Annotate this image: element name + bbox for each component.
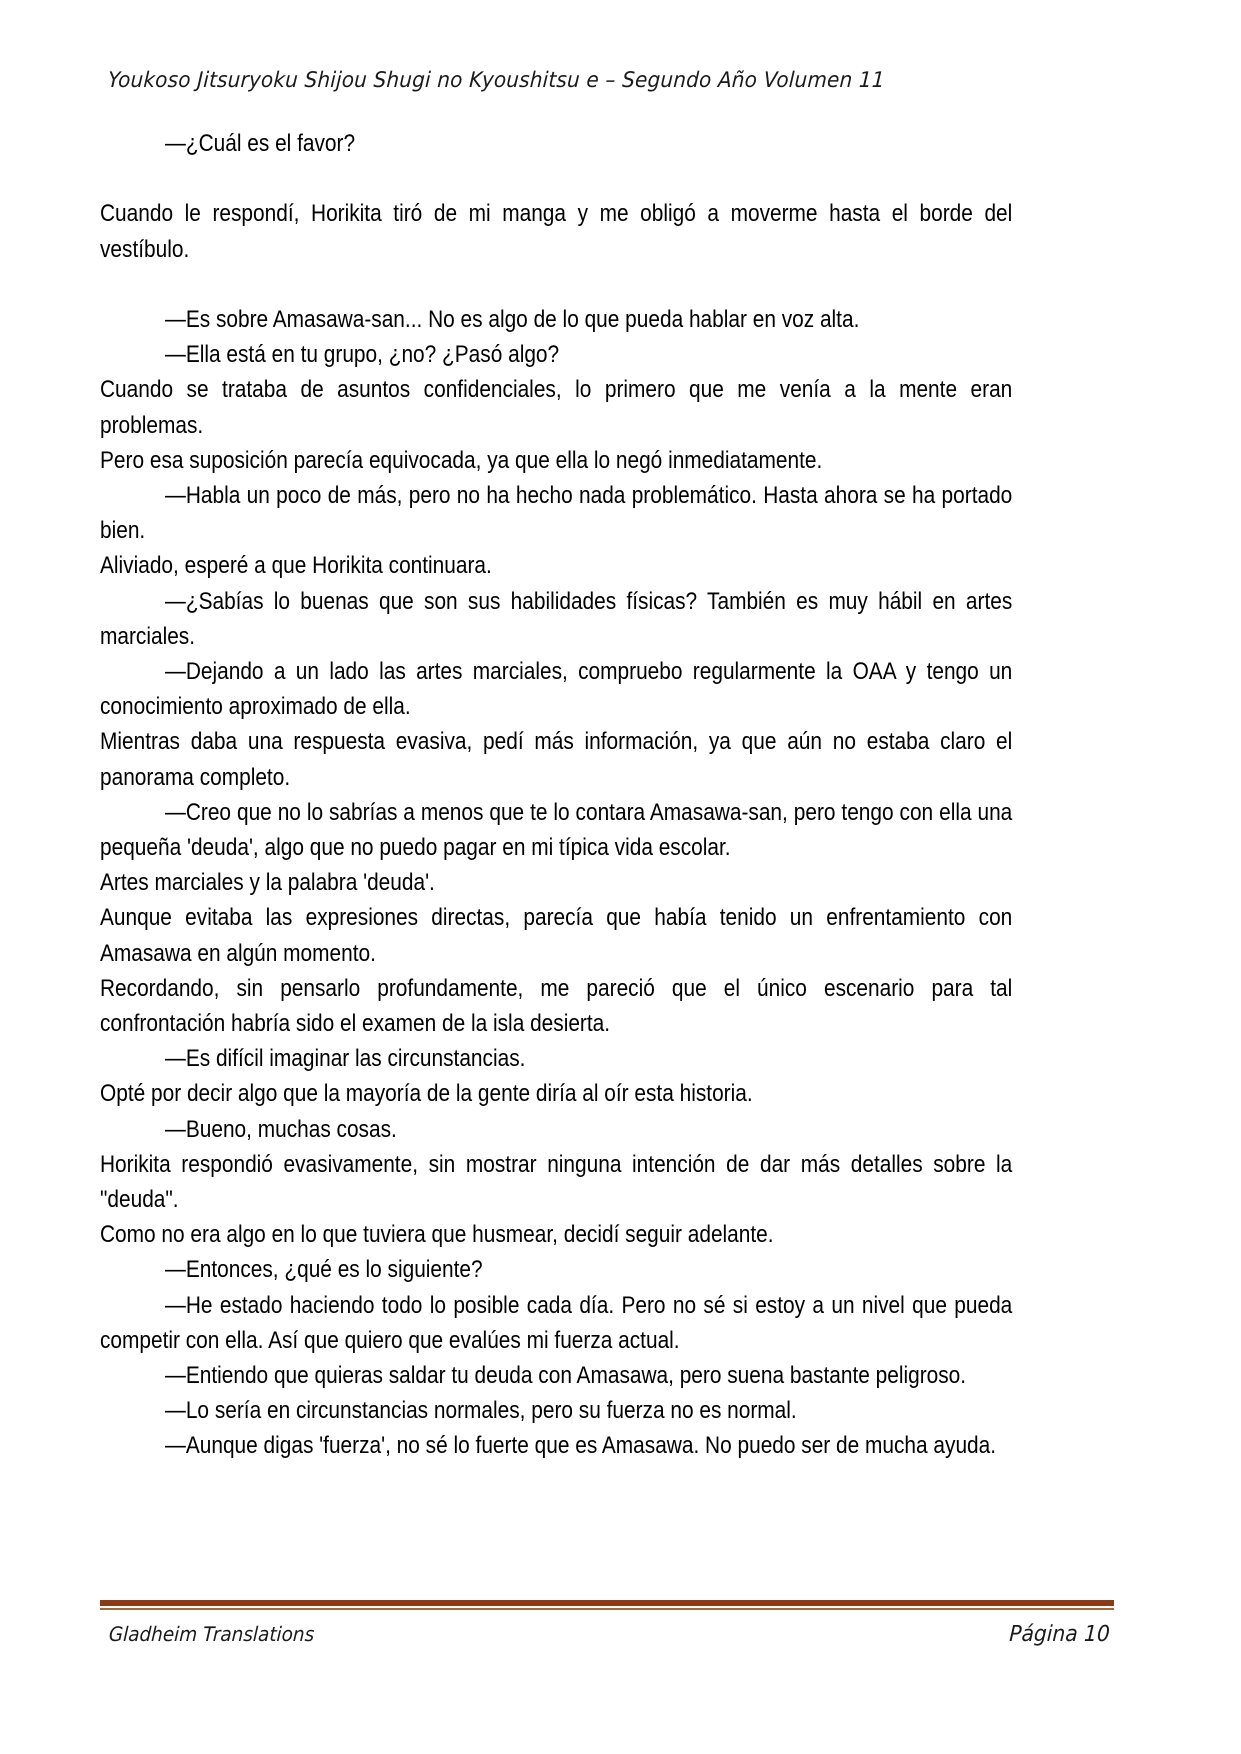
paragraph: —Habla un poco de más, pero no ha hecho nada problemático. Hasta ahora se ha portado bien.	[100, 482, 1013, 545]
paragraph: —Bueno, muchas cosas.	[164, 1115, 397, 1143]
footer-page-number: Página 10	[1008, 1622, 1111, 1647]
footer-translator-credit: Gladheim Translations	[108, 1622, 315, 1646]
paragraph: Cuando le respondí, Horikita tiró de mi manga y me obligó a moverme hasta el borde del vestíbulo.	[100, 200, 1013, 263]
document-body	[100, 126, 1012, 1464]
paragraph: —Creo que no lo sabrías a menos que te lo contara Amasawa-san, pero tengo con ella una pequeña 'deuda', algo que no puedo pagar en mi típica vida escolar.	[100, 798, 1013, 862]
paragraph: —Lo sería en circunstancias normales, pero su fuerza no es normal.	[164, 1397, 797, 1425]
paragraph: Como no era algo en lo que tuviera que husmear, decidí seguir adelante.	[100, 1221, 774, 1249]
paragraph: —He estado haciendo todo lo posible cada día. Pero no sé si estoy a un nivel que pueda competir con ella. Así que quiero que evalúes mi fuerza actual.	[100, 1291, 1013, 1354]
paragraph: —¿Sabías lo buenas que son sus habilidades físicas? También es muy hábil en artes marciales.	[100, 587, 1013, 650]
footer-divider	[100, 1600, 1114, 1610]
footer-divider-thick-line	[100, 1600, 1114, 1606]
footer-divider-thin-line	[100, 1608, 1114, 1610]
document-footer	[100, 1622, 1114, 1647]
paragraph: Horikita respondió evasivamente, sin mostrar ninguna intención de dar más detalles sobre la "deuda".	[100, 1150, 1013, 1214]
paragraph: —Es difícil imaginar las circunstancias.	[164, 1045, 526, 1073]
paragraph: Pero esa suposición parecía equivocada, ya que ella lo negó inmediatamente.	[100, 446, 823, 474]
paragraph: —Ella está en tu grupo, ¿no? ¿Pasó algo?	[164, 341, 560, 369]
paragraph: Recordando, sin pensarlo profundamente, me pareció que el único escenario para tal confrontación habría sido el examen de la isla desierta.	[100, 974, 1013, 1038]
paragraph: Opté por decir algo que la mayoría de la gente diría al oír esta historia.	[100, 1080, 753, 1108]
paragraph: Cuando se trataba de asuntos confidenciales, lo primero que me venía a la mente eran problemas.	[100, 376, 1013, 439]
paragraph: Aunque evitaba las expresiones directas, parecía que había tenido un enfrentamiento con Amasawa en algún momento.	[100, 904, 1013, 967]
paragraph: —Entonces, ¿qué es lo siguiente?	[164, 1256, 483, 1284]
paragraph: Aliviado, esperé a que Horikita continuara.	[100, 552, 492, 580]
paragraph: —Dejando a un lado las artes marciales, compruebo regularmente la OAA y tengo un conocimiento aproximado de ella.	[100, 658, 1013, 721]
paragraph: —Entiendo que quieras saldar tu deuda con Amasawa, pero suena bastante peligroso.	[164, 1362, 967, 1390]
paragraph: —Es sobre Amasawa-san... No es algo de lo que pueda hablar en voz alta.	[164, 305, 860, 333]
paragraph: —Aunque digas 'fuerza', no sé lo fuerte que es Amasawa. No puedo ser de mucha ayuda.	[164, 1432, 997, 1460]
paragraph: —¿Cuál es el favor?	[164, 130, 356, 157]
paragraph: Mientras daba una respuesta evasiva, pedí más información, ya que aún no estaba claro el panorama completo.	[100, 728, 1013, 791]
paragraph: Artes marciales y la palabra 'deuda'.	[100, 869, 435, 897]
running-header: Youkoso Jitsuryoku Shijou Shugi no Kyoushitsu e – Segundo Año Volumen 11	[107, 68, 886, 93]
